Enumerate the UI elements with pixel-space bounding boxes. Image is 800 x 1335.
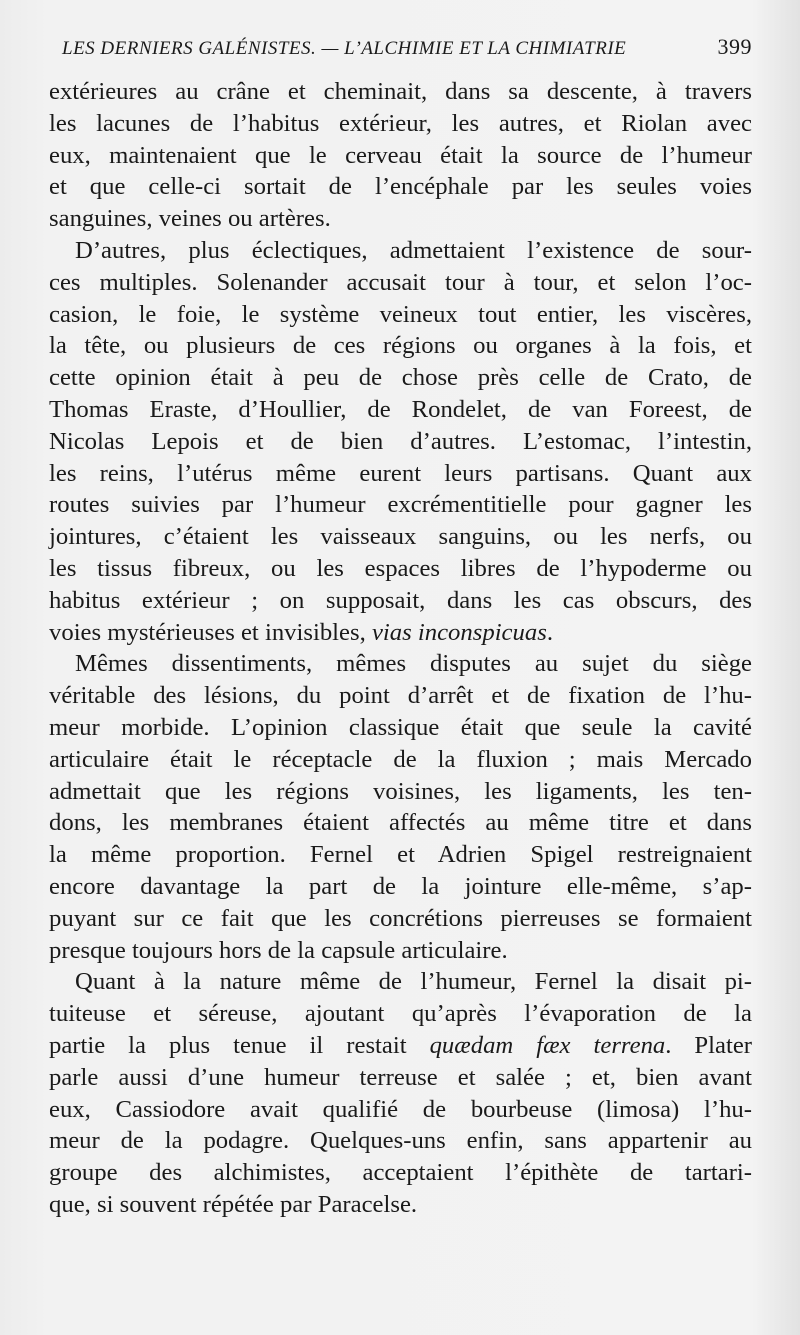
text-line: habitus extérieur ; on supposait, dans les cas obscurs, des (49, 586, 752, 614)
italic-latin-phrase: vias inconspicuas (371, 618, 547, 646)
text-run: partie la plus tenue il restait (49, 1031, 430, 1059)
text-run: voies mystérieuses et invisibles, (49, 618, 372, 646)
running-title: LES DERNIERS GALÉNISTES. — L’ALCHIMIE ET LA CHIMIATRIE (62, 38, 627, 59)
text-line: ces multiples. Solenander accusait tour à tour, et selon l’oc- (49, 268, 752, 296)
text-line: encore davantage la part de la jointure elle-même, s’ap- (49, 872, 752, 900)
text-line: routes suivies par l’humeur excrémentitielle pour gagner les (49, 491, 752, 519)
italic-latin-phrase: quædam fæx terrena (429, 1031, 666, 1059)
text-line: Thomas Eraste, d’Houllier, de Rondelet, de van Foreest, de (49, 395, 752, 423)
text-line: eux, maintenaient que le cerveau était la source de l’humeur (49, 141, 752, 169)
page-number: 399 (717, 34, 752, 59)
text-line: meur morbide. L’opinion classique était que seule la cavité (49, 713, 752, 741)
text-line: jointures, c’étaient les vaisseaux sanguins, ou les nerfs, ou (49, 523, 752, 551)
text-line (49, 1030, 752, 1062)
text-line: les tissus fibreux, ou les espaces libres de l’hypoderme ou (49, 554, 752, 582)
text-line: la même proportion. Fernel et Adrien Spigel restreignaient (49, 841, 752, 869)
text-line: groupe des alchimistes, acceptaient l’épithète de tartari- (49, 1159, 752, 1187)
text-line: les reins, l’utérus même eurent leurs partisans. Quant aux (49, 459, 752, 487)
text-line: Nicolas Lepois et de bien d’autres. L’estomac, l’intestin, (49, 427, 752, 455)
text-line: tuiteuse et séreuse, ajoutant qu’après l’évaporation de la (49, 1000, 752, 1028)
paragraph-4 (49, 966, 752, 1220)
text-line: que, si souvent répétée par Paracelse. (49, 1190, 418, 1218)
body-text (49, 76, 752, 1221)
text-line: Mêmes dissentiments, mêmes disputes au sujet du siège (75, 650, 752, 678)
text-line: sanguines, veines ou artères. (49, 205, 331, 233)
text-line: la tête, ou plusieurs de ces régions ou organes à la fois, et (49, 332, 752, 360)
text-line: eux, Cassiodore avait qualifié de bourbeuse (limosa) l’hu- (49, 1095, 752, 1123)
text-line: véritable des lésions, du point d’arrêt et de fixation de l’hu- (49, 682, 752, 710)
text-line: casion, le foie, le système veineux tout entier, les viscères, (49, 300, 752, 328)
text-run: . Plater (665, 1031, 753, 1059)
running-header (62, 34, 752, 60)
text-line: cette opinion était à peu de chose près celle de Crato, de (49, 364, 752, 392)
text-line: extérieures au crâne et cheminait, dans sa descente, à travers (49, 78, 752, 105)
text-line: presque toujours hors de la capsule articulaire. (49, 936, 508, 964)
text-line: dons, les membranes étaient affectés au même titre et dans (49, 809, 752, 837)
text-line: Quant à la nature même de l’humeur, Fernel la disait pi- (75, 968, 752, 996)
text-line: admettait que les régions voisines, les ligaments, les ten- (49, 777, 752, 805)
text-line: parle aussi d’une humeur terreuse et salée ; et, bien avant (49, 1063, 752, 1091)
text-run: . (546, 618, 553, 646)
paragraph-3 (49, 648, 752, 966)
paragraph-2 (49, 235, 752, 648)
text-line: D’autres, plus éclectiques, admettaient l’existence de sour- (75, 236, 752, 264)
text-line: et que celle-ci sortait de l’encéphale par les seules voies (49, 173, 752, 201)
text-line: les lacunes de l’habitus extérieur, les autres, et Riolan avec (49, 109, 752, 137)
text-line: puyant sur ce fait que les concrétions pierreuses se formaient (49, 904, 752, 932)
text-line (49, 617, 752, 649)
text-line: articulaire était le réceptacle de la fluxion ; mais Mercado (49, 745, 752, 773)
paragraph-1 (49, 76, 752, 235)
text-line: meur de la podagre. Quelques-uns enfin, sans appartenir au (49, 1127, 752, 1155)
